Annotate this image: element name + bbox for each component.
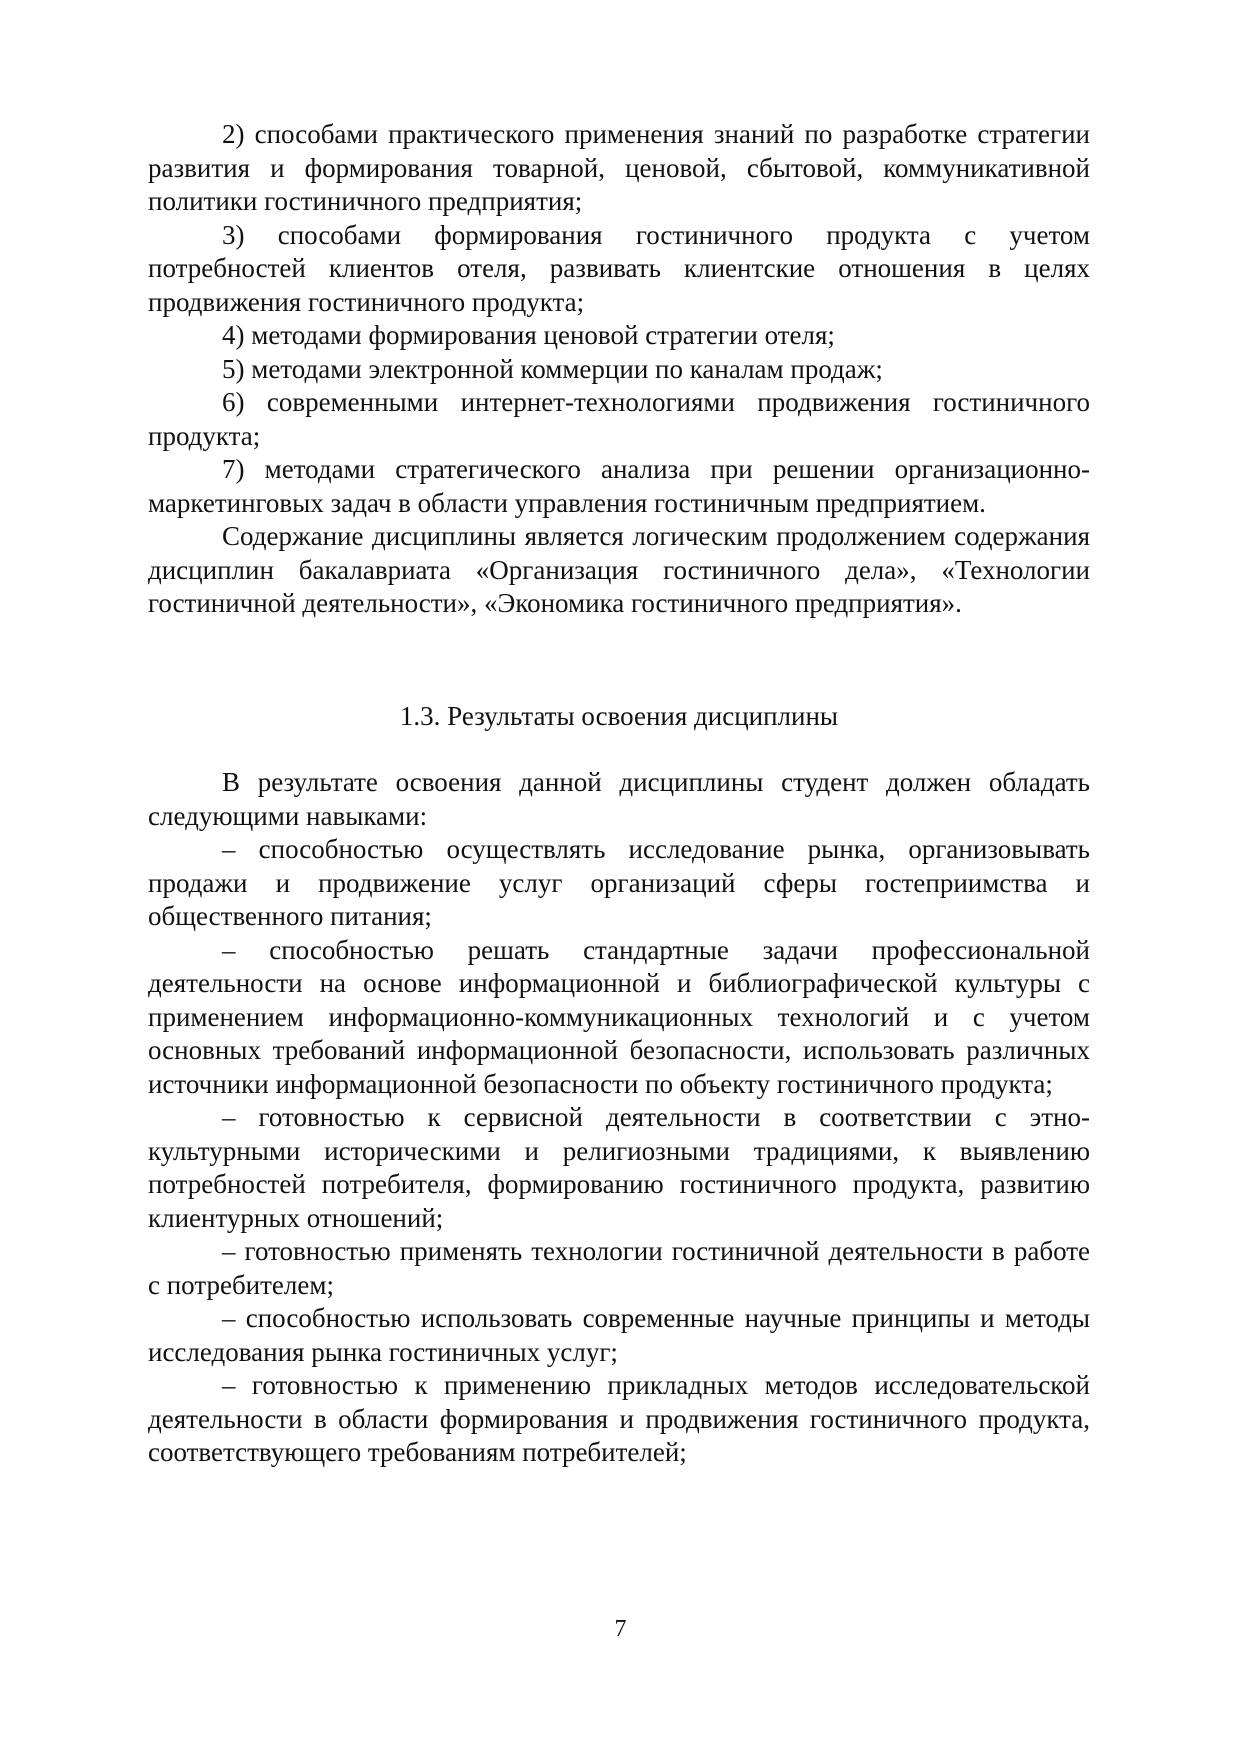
skill-item: – способностью использовать современные научные принципы и методы исследования рынка гостиничных услуг; bbox=[148, 1303, 1090, 1367]
page-content bbox=[148, 118, 1090, 1470]
spacer bbox=[148, 621, 1090, 700]
skill-item: – способностью осуществлять исследование рынка, организовывать продажи и продвижение услуг организаций сферы гостеприимства и общественного питания; bbox=[148, 834, 1090, 931]
list-item: 6) современными интернет-технологиями продвижения гостиничного продукта; bbox=[148, 387, 1090, 451]
content-paragraph: Содержание дисциплины является логическим продолжением содержания дисциплин бакалавриата «Организация гостиничного дела», «Технологии гостиничной деятельности», «Экономика гостиничного предприятия». bbox=[148, 521, 1090, 618]
page-number: 7 bbox=[614, 1616, 627, 1642]
list-item: 2) способами практического применения знаний по разработке стратегии развития и формирования товарной, ценовой, сбытовой, коммуникативной политики гостиничного предприятия; bbox=[148, 119, 1090, 216]
skill-item: – способностью решать стандартные задачи профессиональной деятельности на основе информационной и библиографической культуры с применением информационно-коммуникационных технологий и с учетом основных требований информационной безопасности, использовать различных источники информационной безопасности по объекту гостиничного продукта; bbox=[148, 934, 1090, 1099]
list-item: 5) методами электронной коммерции по каналам продаж; bbox=[222, 353, 883, 384]
section-heading: 1.3. Результаты освоения дисциплины bbox=[399, 700, 839, 731]
results-intro-paragraph: В результате освоения данной дисциплины студент должен обладать следующими навыками: bbox=[148, 767, 1090, 831]
list-item: 7) методами стратегического анализа при решении организационно-маркетинговых задач в области управления гостиничным предприятием. bbox=[148, 454, 1090, 518]
list-item: 4) методами формирования ценовой стратегии отеля; bbox=[222, 320, 835, 350]
skill-item: – готовностью к сервисной деятельности в соответствии с этно-культурными историческими и религиозными традициями, к выявлению потребностей потребителя, формированию гостиничного продукта, развитию клиентурных отношений; bbox=[148, 1102, 1090, 1233]
skill-item: – готовностью к применению прикладных методов исследовательской деятельности в области формирования и продвижения гостиничного продукта, соответствующего требованиям потребителей; bbox=[148, 1370, 1090, 1467]
spacer bbox=[148, 733, 1090, 766]
skill-item: – готовностью применять технологии гостиничной деятельности в работе с потребителем; bbox=[148, 1236, 1090, 1300]
list-item: 3) способами формирования гостиничного продукта с учетом потребностей клиентов отеля, развивать клиентские отношения в целях продвижения гостиничного продукта; bbox=[148, 219, 1090, 317]
